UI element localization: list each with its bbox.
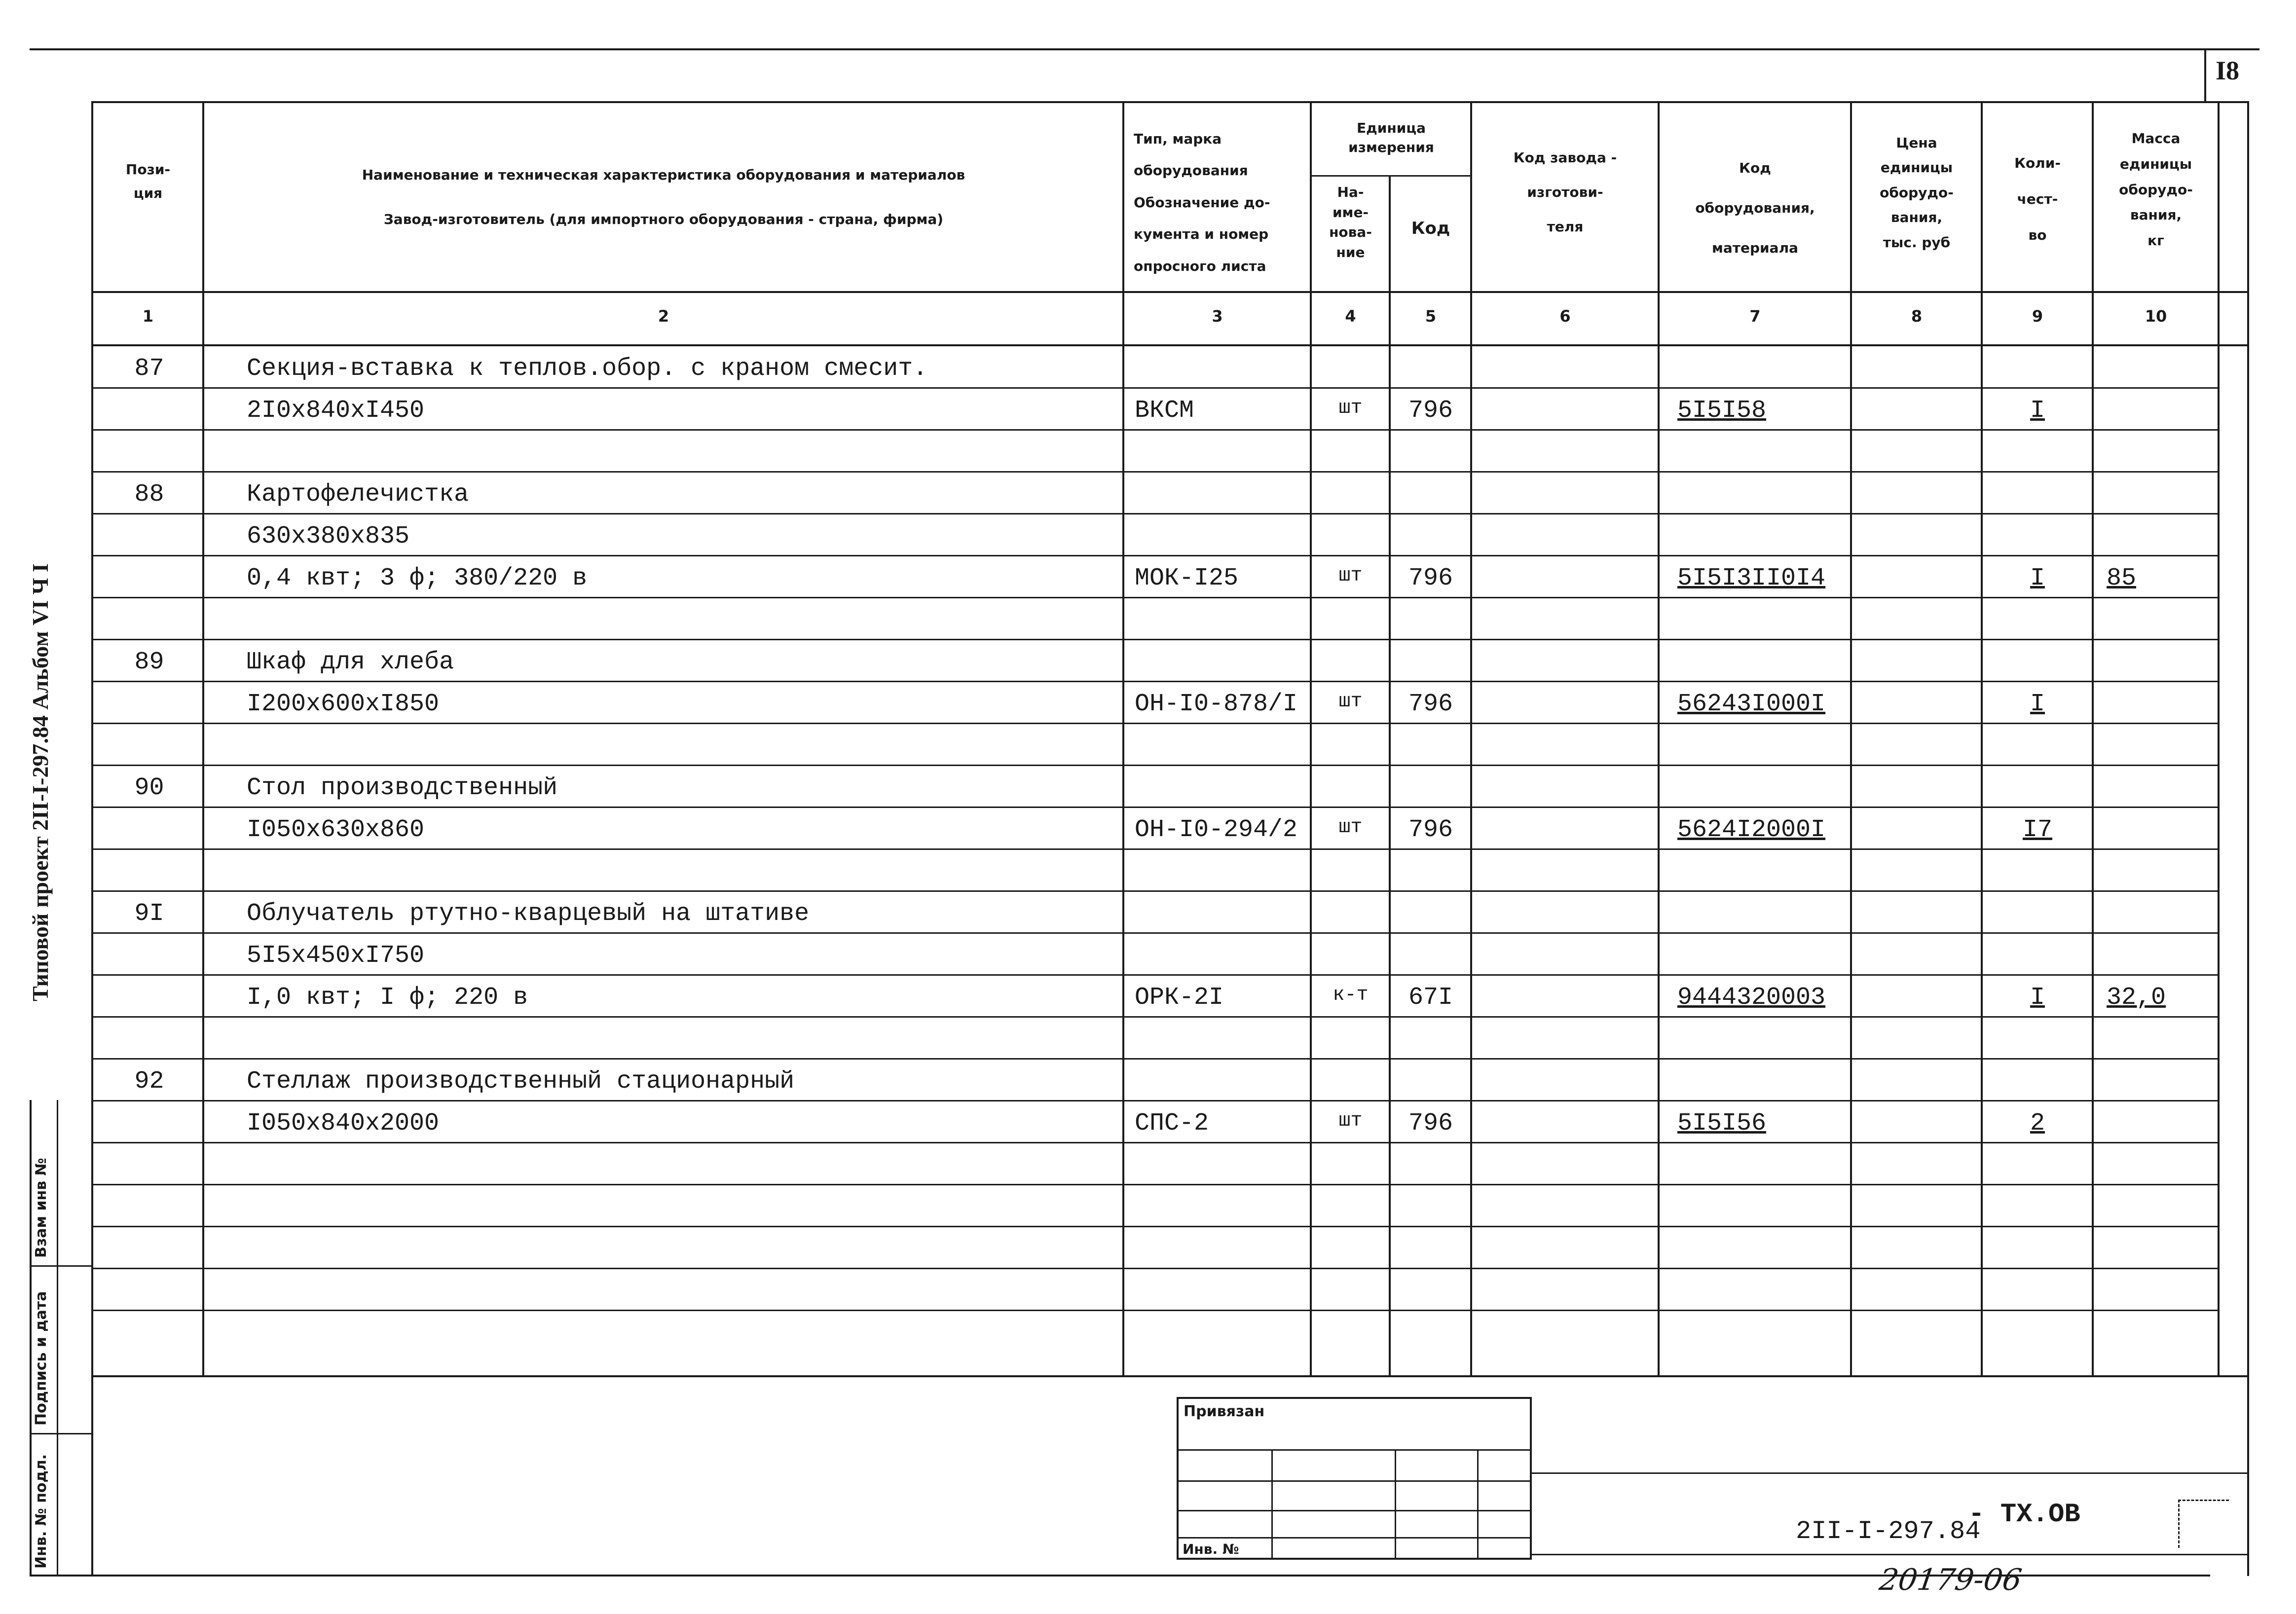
header-unit-code: Код [1411,219,1450,238]
row-line [91,555,2218,556]
quantity-cell: I [2030,690,2045,718]
equipment-code-cell: 5I5I56 [1677,1109,1767,1137]
unit-name-cell: шт [1338,397,1363,419]
row-line [91,639,2218,640]
header-position: Пози- ция [125,161,171,201]
document-suffix: - ТХ.ОВ [1968,1500,2080,1530]
equipment-code-cell: 5I5I3II0I4 [1677,564,1826,592]
unit-code-cell: 796 [1408,816,1453,844]
equipment-code-cell: 5I5I58 [1677,397,1767,425]
name-cell: Облучатель ртутно-кварцевый на штативе [247,900,810,928]
quantity-cell: I [2030,984,2045,1012]
header-equip-code: Код оборудования, материала [1695,160,1815,257]
sheet-box-left [2204,48,2206,103]
right-frame-line [2247,101,2249,1576]
type-cell: ОН-I0-294/2 [1135,816,1298,844]
unit-code-cell: 796 [1408,397,1453,425]
name-cell: I050х840х2000 [247,1109,440,1137]
position-cell: 90 [134,774,164,802]
row-line [91,387,2218,389]
name-cell: 630х380х835 [247,522,410,550]
corner-mark-box [2178,1500,2229,1548]
unit-name-cell: шт [1338,565,1363,587]
mass-cell: 32,0 [2107,984,2166,1012]
name-cell: 0,4 квт; 3 ф; 380/220 в [247,564,588,592]
binding-stamp [1177,1397,1532,1560]
type-cell: ОРК-2I [1135,984,1224,1012]
col-number-7: 7 [1749,307,1761,326]
document-code: 2II-I-297.84 [1796,1517,1981,1546]
margin-label-inv: Инв. № подл. [33,1454,50,1569]
col-line-10 [2218,101,2220,1376]
col-number-3: 3 [1212,307,1223,326]
top-border-line [30,48,2259,50]
quantity-cell: I [2030,397,2045,425]
doc-code-top-line [1532,1472,2247,1474]
row-line [91,471,2218,473]
unit-code-cell: 67I [1408,984,1453,1012]
stamp-col [1477,1449,1479,1560]
row-line [91,429,2218,431]
row-line [91,681,2218,682]
side-caption: Типовой проект 2II-I-297.84 Альбом VI Ч I [28,563,53,1001]
row-line [91,1226,2218,1227]
row-line [91,932,2218,934]
quantity-cell: I7 [2022,816,2052,844]
margin-label-replace: Взам инв № [33,1158,50,1258]
header-unit: Единица измерения [1348,120,1434,156]
sheet-number: I8 [2215,56,2239,85]
row-line [91,597,2218,598]
stamp-col [1271,1449,1273,1560]
position-cell: 92 [134,1067,164,1096]
header-factory-code: Код завода - изготови- теля [1513,149,1617,235]
col-line-4 [1389,175,1391,1376]
col-number-8: 8 [1911,307,1923,326]
unit-name-cell: к-т [1333,984,1369,1006]
doc-code-bottom-line [1532,1554,2247,1555]
handwritten-number: 20179-06 [1877,1563,2024,1597]
row-line [91,974,2218,976]
header-bottom-line [91,291,2247,293]
col-number-5: 5 [1425,307,1437,326]
name-cell: Секция-вставка к теплов.обор. с краном смесит. [247,355,928,383]
title-block-top [91,1375,2247,1377]
header-type: Тип, марка оборудования Обозначение до- кумента и номер опросного листа [1134,131,1270,274]
col-number-10: 10 [2145,307,2167,326]
row-line [91,723,2218,724]
unit-name-cell: шт [1338,691,1363,713]
unit-code-cell: 796 [1408,1109,1453,1137]
quantity-cell: 2 [2030,1109,2045,1137]
equipment-code-cell: 56243I000I [1677,690,1826,718]
type-cell: СПС-2 [1135,1109,1209,1137]
mass-cell: 85 [2107,564,2137,592]
row-line [91,765,2218,766]
col-number-6: 6 [1559,307,1571,326]
row-line [91,890,2218,892]
col-number-2: 2 [658,307,669,326]
numbers-bottom-line [91,344,2247,346]
name-cell: Шкаф для хлеба [247,648,454,676]
col-number-4: 4 [1345,307,1356,326]
name-cell: I,0 квт; I ф; 220 в [247,984,528,1012]
header-mass: Масса единицы оборудо- вания, кг [2119,130,2193,249]
type-cell: ОН-I0-878/I [1135,690,1298,718]
row-line [91,807,2218,808]
name-cell: Картофелечистка [247,480,469,509]
margin-divider-1 [30,1265,91,1267]
header-price: Цена единицы оборудо- вания, тыс. руб [1880,135,1954,251]
name-cell: Стол производственный [247,774,558,802]
inv-number-label: Инв. № [1183,1541,1239,1557]
margin-label-signature: Подпись и дата [33,1291,50,1426]
name-cell: I200х600хI850 [247,690,440,718]
stamp-col [1395,1449,1396,1560]
row-line [91,1100,2218,1101]
position-cell: 89 [134,648,164,676]
position-cell: 9I [134,900,164,928]
left-margin-line [30,1100,32,1576]
row-line [91,1016,2218,1018]
header-name: Наименование и техническая характеристика оборудования и материалов Завод-изготовитель (для импортного оборудования - страна, фирма) [362,167,965,227]
unit-name-cell: шт [1338,1110,1363,1132]
left-frame-line [91,101,93,1576]
col-number-1: 1 [142,307,154,326]
position-cell: 88 [134,480,164,509]
position-cell: 87 [134,355,164,383]
row-line [91,1310,2218,1311]
row-line [91,848,2218,850]
table-top-line [91,101,2247,103]
name-cell: 2I0х840хI450 [247,397,425,425]
type-cell: ВКСМ [1135,397,1194,425]
quantity-cell: I [2030,564,2045,592]
name-cell: Стеллаж производственный стационарный [247,1067,795,1096]
row-line [91,513,2218,514]
margin-divider-2 [30,1433,91,1434]
row-line [91,1268,2218,1269]
unit-code-cell: 796 [1408,690,1453,718]
row-line [91,1142,2218,1143]
binding-stamp-label: Привязан [1184,1403,1265,1420]
equipment-code-cell: 5624I2000I [1677,816,1826,844]
type-cell: МОК-I25 [1135,564,1239,592]
equipment-code-cell: 9444320003 [1677,984,1826,1012]
unit-name-cell: шт [1338,816,1363,839]
unit-code-cell: 796 [1408,564,1453,592]
header-unit-name: На- име- нова- ние [1329,184,1372,260]
col-number-9: 9 [2032,307,2043,326]
name-cell: I050х630х860 [247,816,425,844]
row-line [91,1184,2218,1185]
margin-inner-line [57,1100,58,1576]
row-line [91,1058,2218,1060]
header-quantity: Коли- чест- во [2014,155,2061,243]
name-cell: 5I5х450хI750 [247,942,425,970]
